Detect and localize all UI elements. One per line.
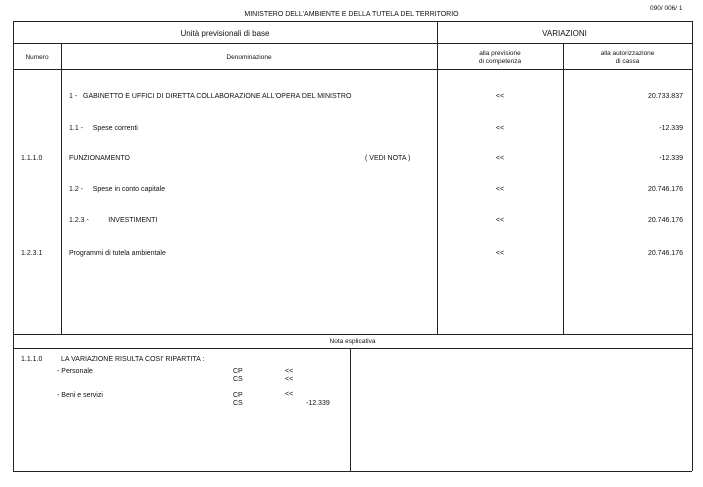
table-row-numero: 1.1.1.0 <box>21 155 43 162</box>
vedi-nota-link: ( VEDI NOTA ) <box>365 155 411 162</box>
table-row-denominazione: 1 - GABINETTO E UFFICI DI DIRETTA COLLABORAZIONE ALL'OPERA DEL MINISTRO <box>69 93 352 100</box>
note-item-cp-value: << <box>285 368 294 375</box>
col-header-denominazione: Denominazione <box>226 54 272 61</box>
note-code: 1.1.1.0 <box>21 356 43 363</box>
table-row-denominazione: Programmi di tutela ambientale <box>69 250 166 257</box>
col-header-numero: Numero <box>25 54 49 61</box>
table-row-cassa: 20.746.176 <box>647 186 683 193</box>
table-row-cassa: -12.339 <box>659 155 683 162</box>
group-header-variazioni: VARIAZIONI <box>542 29 587 38</box>
note-item-cs-label: CS <box>233 400 243 407</box>
note-item-cs-value: -12.339 <box>306 400 330 407</box>
note-title: Nota esplicativa <box>329 338 376 345</box>
table-row-competenza: << <box>495 155 505 162</box>
table-row-competenza: << <box>495 125 505 132</box>
table-row-competenza: << <box>495 93 505 100</box>
note-item-cs-value: << <box>285 376 294 383</box>
table-row-cassa: 20.746.176 <box>647 250 683 257</box>
col-header-competenza: alla previsione di competenza <box>478 50 522 65</box>
note-item-cs-label: CS <box>233 376 243 383</box>
table-row-cassa: 20.733.837 <box>647 93 683 100</box>
table-row-denominazione: 1.2.3 - INVESTIMENTI <box>69 217 158 224</box>
table-row-denominazione: 1.2 - Spese in conto capitale <box>69 186 166 193</box>
col-header-cassa: alla autorizzazione di cassa <box>600 50 655 65</box>
table-row-competenza: << <box>495 217 505 224</box>
note-item-cp-label: CP <box>233 368 243 375</box>
table-row-competenza: << <box>495 186 505 193</box>
page-code: 090/ 006/ 1 <box>650 5 683 12</box>
table-row-cassa: -12.339 <box>659 125 683 132</box>
table-row-cassa: 20.746.176 <box>647 217 683 224</box>
note-item-label: - Beni e servizi <box>57 392 103 399</box>
note-item-label: - Personale <box>57 368 93 375</box>
note-item-cp-label: CP <box>233 392 243 399</box>
table-row-numero: 1.2.3.1 <box>21 250 43 257</box>
ministry-title: MINISTERO DELL'AMBIENTE E DELLA TUTELA DEL TERRITORIO <box>244 11 459 18</box>
note-heading: LA VARIAZIONE RISULTA COSI' RIPARTITA : <box>61 356 205 363</box>
group-header-unita: Unità previsionali di base <box>180 29 270 38</box>
table-row-denominazione: FUNZIONAMENTO <box>69 155 130 162</box>
table-row-denominazione: 1.1 - Spese correnti <box>69 125 138 132</box>
table-row-competenza: << <box>495 250 505 257</box>
note-item-cp-value: << <box>285 391 294 398</box>
